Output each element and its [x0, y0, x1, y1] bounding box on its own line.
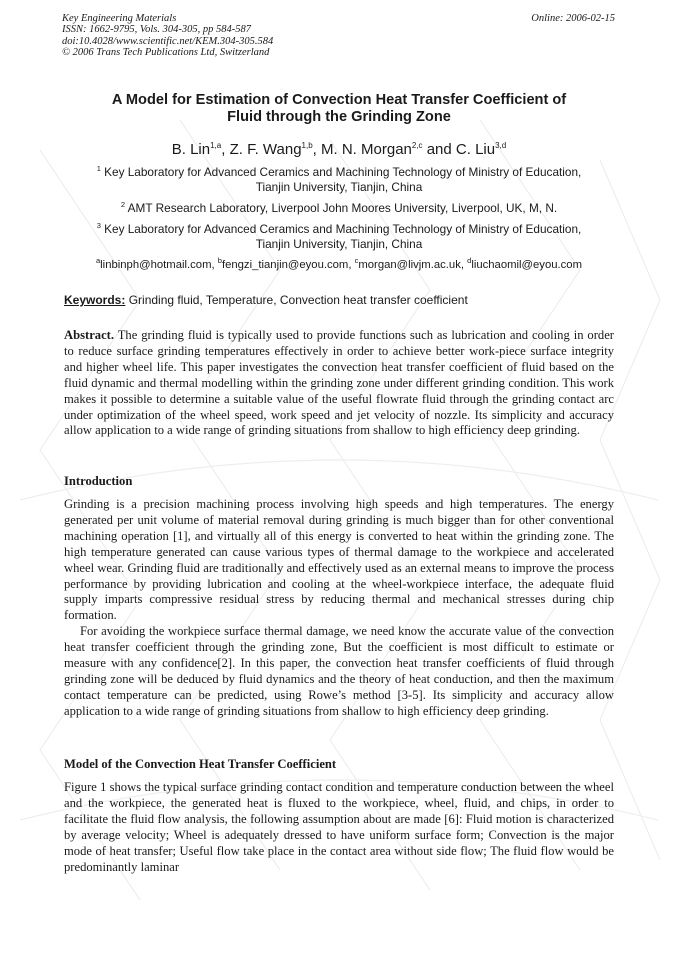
email-separator: , [211, 259, 218, 271]
email-address: morgan@livjm.ac.uk [358, 259, 461, 271]
affiliation-2 [62, 201, 616, 216]
paper-title [62, 92, 616, 126]
author: Z. F. Wang [229, 141, 302, 158]
introduction-body [64, 497, 614, 720]
journal-header [62, 13, 273, 59]
author-separator: , [312, 141, 322, 158]
paragraph: Grinding is a precision machining process involving high speeds and high temperatures. The energy generated per unit volume of material removal during grinding is much bigger than for other conventional machining operation [1], and virtually all of this energy is converted to heat within the grinding zone. The high temperature generated can cause various types of thermal damage to the workpiece and accelerated wheel wear. Grinding fluid are traditionally and effectively used as an external means to improve the process performance by providing lubrication and cooling at the wheel-workpiece interface, the adequate fluid supply imparts compressive residual stress by reducing thermal and mechanical stresses during chip formation. [64, 497, 614, 623]
keywords-text: Grinding fluid, Temperature, Convection heat transfer coefficient [128, 293, 468, 307]
doi-line: doi:10.4028/www.scientific.net/KEM.304-305.584 [62, 35, 274, 47]
section-heading-model: Model of the Convection Heat Transfer Coefficient [64, 757, 337, 771]
affiliation-number: 3 [96, 221, 101, 230]
abstract-label: Abstract. [64, 328, 115, 342]
author-superscript: 1,b [301, 141, 313, 150]
copyright-line: © 2006 Trans Tech Publications Ltd, Switzerland [62, 47, 270, 59]
paragraph: For avoiding the workpiece surface thermal damage, we need know the accurate value of the convection heat transfer coefficient through the grinding zone, But the coefficient is most difficult to estimate or measure with any confidence[2]. In this paper, the convection heat transfer coefficients of fluid through grinding zone will be deduced by fluid dynamics and the theory of heat conduction, and then the maximum contact temperature can be predicted, using Rowe’s method [3-5]. Its simplicity and accuracy allow application to a wide range of grinding situations from shallow to high efficiency deep grinding. [64, 624, 614, 718]
keywords-line [64, 293, 468, 307]
section-heading-introduction: Introduction [64, 474, 133, 488]
keywords-label: Keywords: [64, 293, 126, 307]
author-superscript: 1,a [210, 141, 222, 150]
author: M. N. Morgan [321, 141, 412, 158]
affiliation-text: Key Laboratory for Advanced Ceramics and Machining Technology of Ministry of Education, [104, 222, 582, 236]
issn-line: ISSN: 1662-9795, Vols. 304-305, pp 584-587 [62, 24, 251, 36]
affiliation-text: Key Laboratory for Advanced Ceramics and Machining Technology of Ministry of Education, [104, 165, 582, 179]
abstract-text: The grinding fluid is typically used to provide functions such as lubrication and cooling in order to reduce surface grinding temperatures effectively in order to achieve better work-piece surface integrity and higher wheel life. This paper investigates the convection heat transfer coefficient of fluid based on the fluid dynamic and thermal modelling within the grinding zone under different grinding condition. This work makes it possible to determine a suitable value of the useful flowrate fluid through the grinding contact arc under optimization of the wheel speed, work speed and jet velocity of nozzle. Its simplicity and accuracy allow application to a wide range of grinding situations from shallow to high efficiency deep grinding. [64, 328, 614, 438]
email-superscript: a [96, 256, 101, 265]
affiliation-text: AMT Research Laboratory, Liverpool John Moores University, Liverpool, UK, M, N. [127, 201, 558, 215]
author: B. Lin [171, 141, 211, 158]
journal-name: Key Engineering Materials [62, 13, 177, 24]
affiliation-1 [62, 165, 616, 195]
affiliation-text: Tianjin University, Tianjin, China [255, 237, 423, 251]
title-line-2: Fluid through the Grinding Zone [227, 109, 451, 125]
email-address: liuchaomil@eyou.com [471, 259, 582, 271]
title-line-1: A Model for Estimation of Convection Heat Transfer Coefficient of [111, 92, 567, 108]
abstract-paragraph [64, 328, 614, 439]
online-date: Online: 2006-02-15 [531, 13, 615, 24]
affiliation-number: 2 [120, 200, 126, 209]
author-superscript: 2,c [411, 141, 423, 150]
email-list [62, 258, 616, 273]
author-list [62, 141, 616, 158]
model-body [64, 780, 614, 875]
author-superscript: 3,d [495, 141, 507, 150]
email-separator: , [460, 259, 468, 271]
paragraph: Figure 1 shows the typical surface grinding contact condition and temperature conduction between the wheel and the workpiece, the generated heat is fluxed to the workpiece, wheel, fluid, and chips, in order to facilitate the fluid flow analysis, the following assumption about are made [6]: Fluid motion is characterized by average velocity; Wheel is adequately dressed to have uniform surface form; Convection is the major mode of heat transfer; Useful flow take place in the contact area without side flow; The fluid flow would be predominantly laminar [64, 780, 614, 874]
affiliation-text: Tianjin University, Tianjin, China [255, 180, 423, 194]
email-separator: , [348, 259, 355, 271]
email-superscript: c [354, 256, 359, 265]
affiliation-number: 1 [96, 164, 101, 173]
author: C. Liu [455, 141, 496, 158]
email-superscript: b [217, 256, 222, 265]
email-superscript: d [467, 256, 472, 265]
author-separator: and [422, 141, 456, 158]
email-address: fengzi_tianjin@eyou.com [221, 259, 349, 271]
affiliation-3 [62, 222, 616, 252]
email-address: linbinph@hotmail.com [100, 259, 212, 271]
author-separator: , [221, 141, 230, 158]
